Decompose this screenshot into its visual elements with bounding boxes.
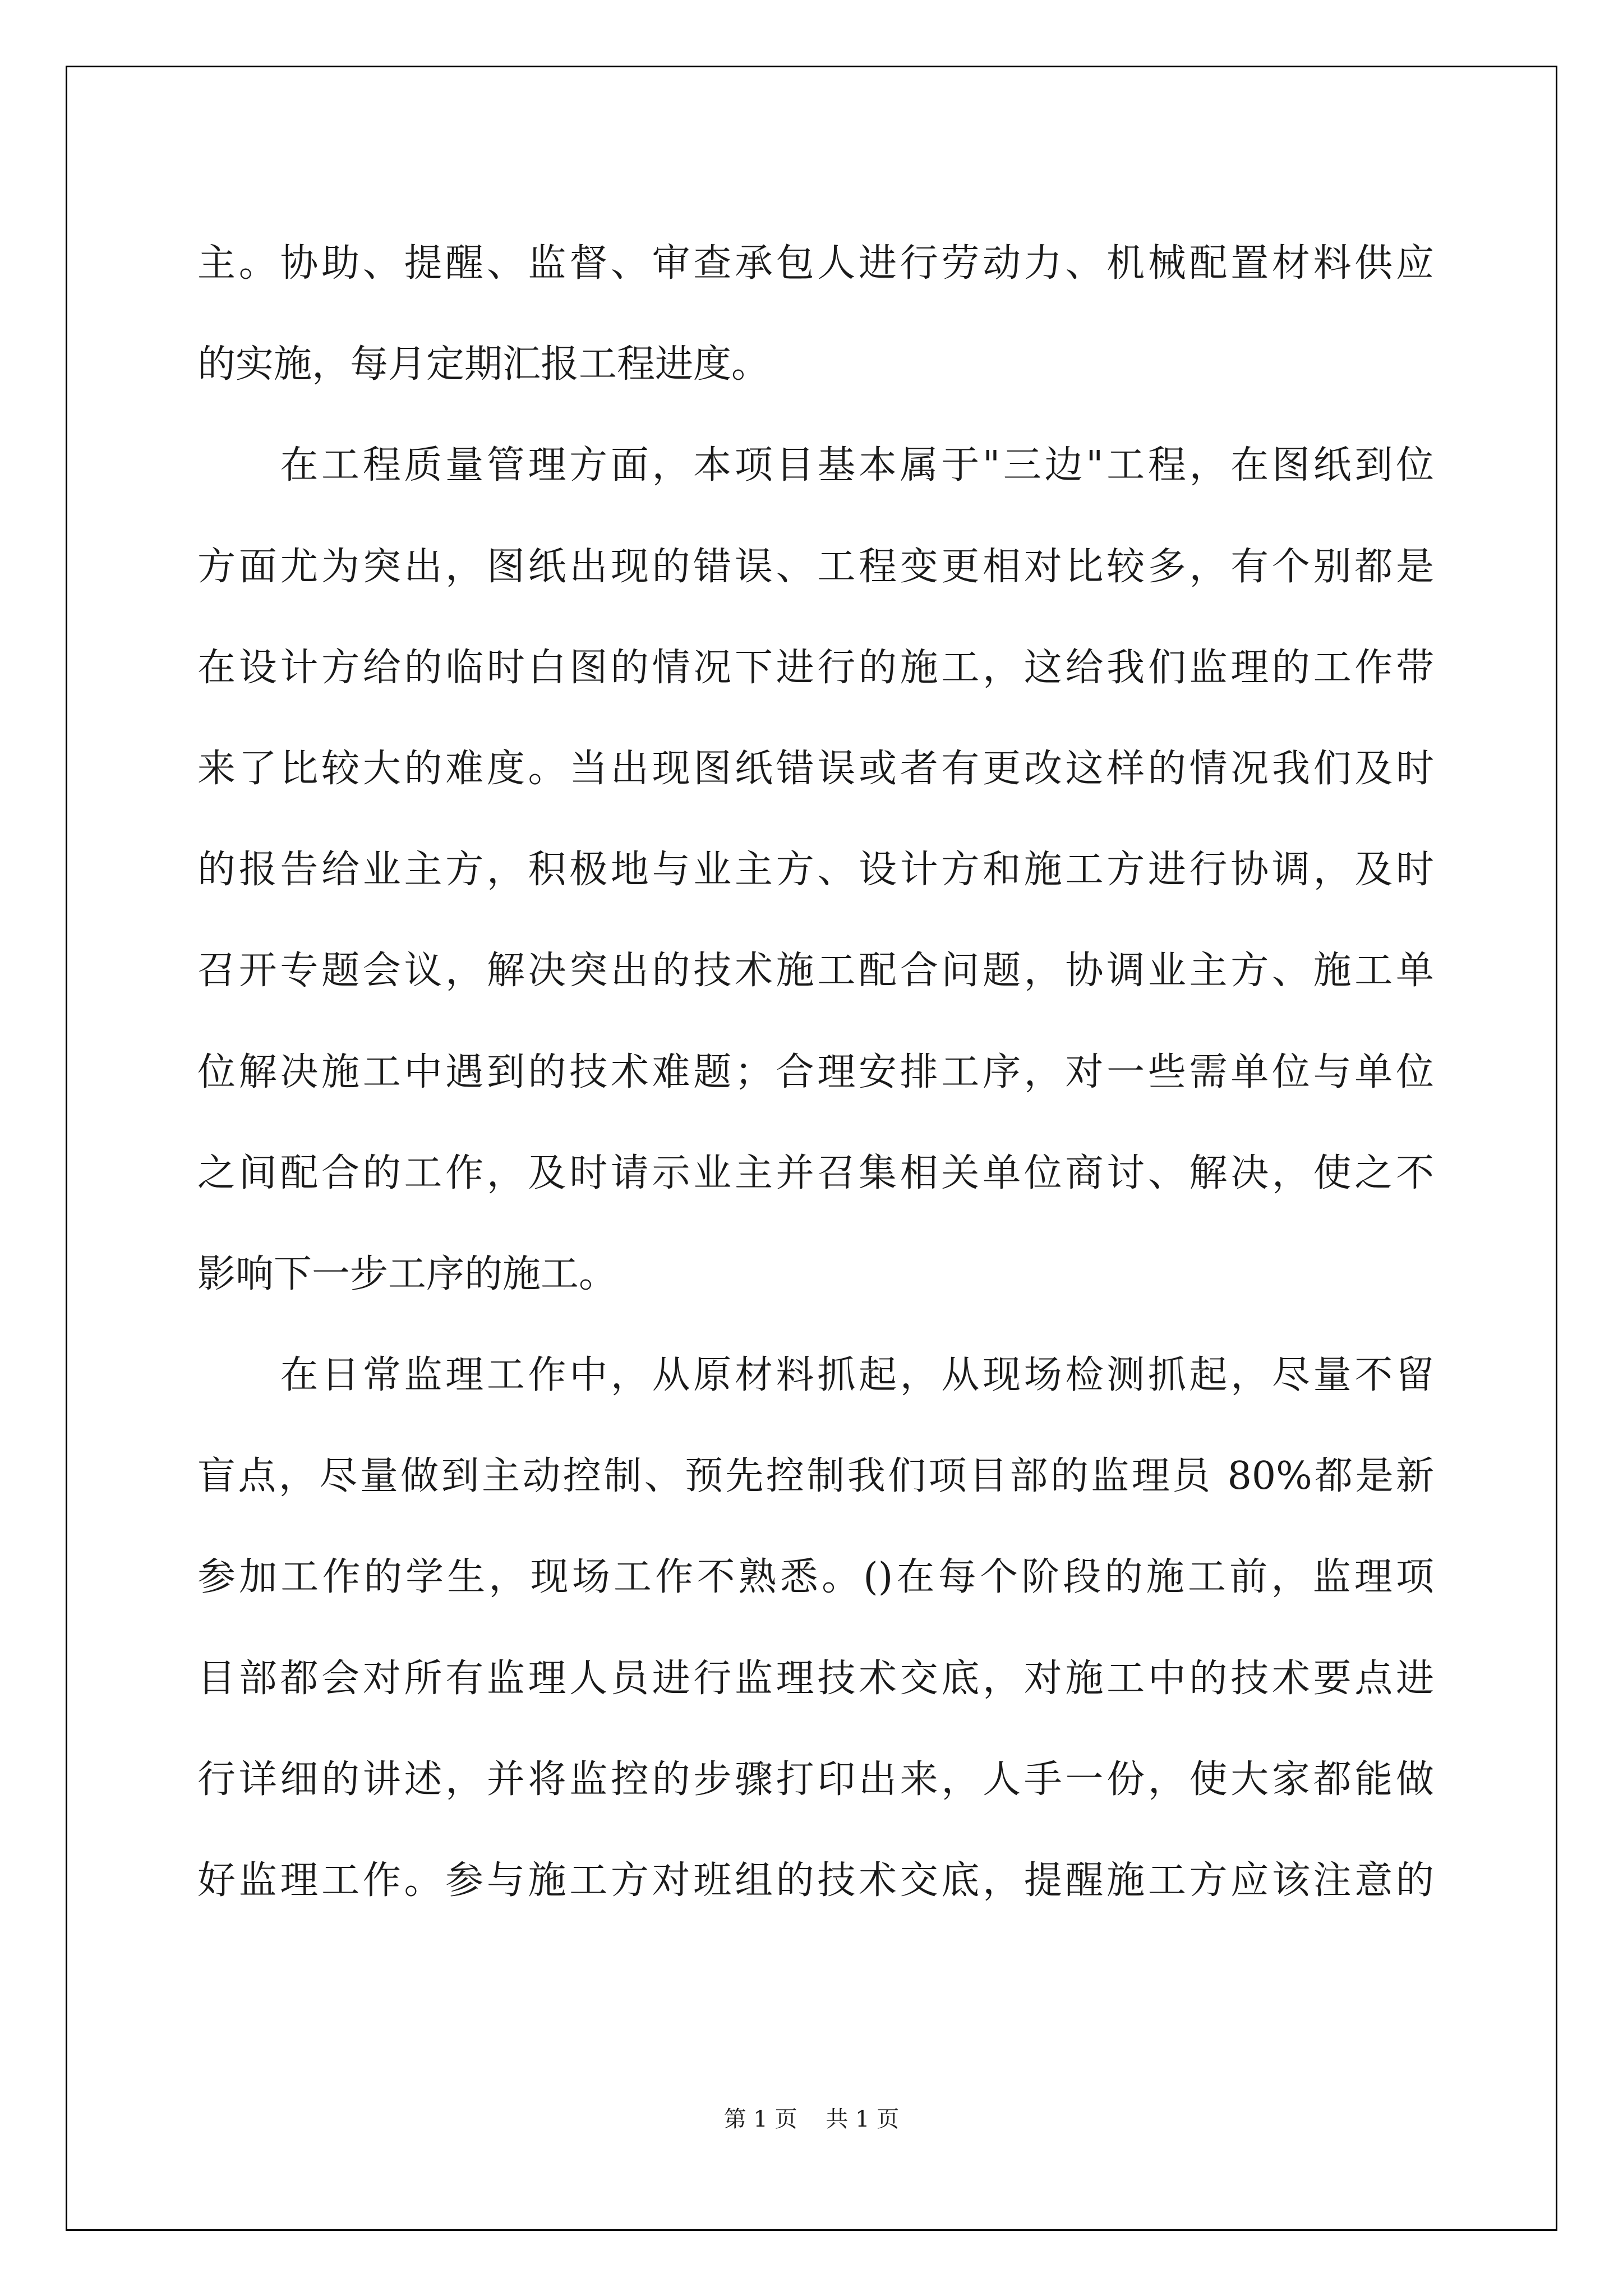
text-line: 之间配合的工作，及时请示业主并召集相关单位商讨、解决，使之不 <box>197 1151 1434 1195</box>
text-line: 方面尤为突出，图纸出现的错误、工程变更相对比较多，有个别都是 <box>197 544 1434 589</box>
text-line: 目部都会对所有监理人员进行监理技术交底，对施工中的技术要点进 <box>197 1656 1434 1701</box>
text-line: 好监理工作。参与施工方对班组的技术交底，提醒施工方应该注意的 <box>197 1858 1434 1903</box>
text-line: 召开专题会议，解决突出的技术施工配合问题，协调业主方、施工单 <box>197 949 1434 993</box>
text-line: 的报告给业主方，积极地与业主方、设计方和施工方进行协调，及时 <box>197 848 1434 892</box>
text-line: 在工程质量管理方面，本项目基本属于"三边"工程，在图纸到位 <box>197 443 1434 488</box>
page-footer: 第 1 页 共 1 页 <box>723 2106 900 2132</box>
text-line: 在日常监理工作中，从原材料抓起，从现场检测抓起，尽量不留 <box>197 1353 1434 1398</box>
text-line: 来了比较大的难度。当出现图纸错误或者有更改这样的情况我们及时 <box>197 746 1434 791</box>
text-line: 主。协助、提醒、监督、审查承包人进行劳动力、机械配置材料供应 <box>197 241 1434 286</box>
text-line: 参加工作的学生，现场工作不熟悉。()在每个阶段的施工前，监理项 <box>197 1555 1434 1600</box>
text-line: 影响下一步工序的施工。 <box>197 1251 617 1296</box>
text-line: 的实施，每月定期汇报工程进度。 <box>197 342 770 387</box>
paragraph <box>197 213 1434 415</box>
text-line: 位解决施工中遇到的技术难题；合理安排工序，对一些需单位与单位 <box>197 1050 1434 1094</box>
document-body <box>197 213 1434 1931</box>
text-line: 盲点，尽量做到主动控制、预先控制我们项目部的监理员 80%都是新 <box>197 1454 1434 1499</box>
text-line: 行详细的讲述，并将监控的步骤打印出来，人手一份，使大家都能做 <box>197 1757 1434 1802</box>
paragraph <box>197 415 1434 1325</box>
text-line: 在设计方给的临时白图的情况下进行的施工，这给我们监理的工作带 <box>197 645 1434 690</box>
paragraph <box>197 1325 1434 1931</box>
